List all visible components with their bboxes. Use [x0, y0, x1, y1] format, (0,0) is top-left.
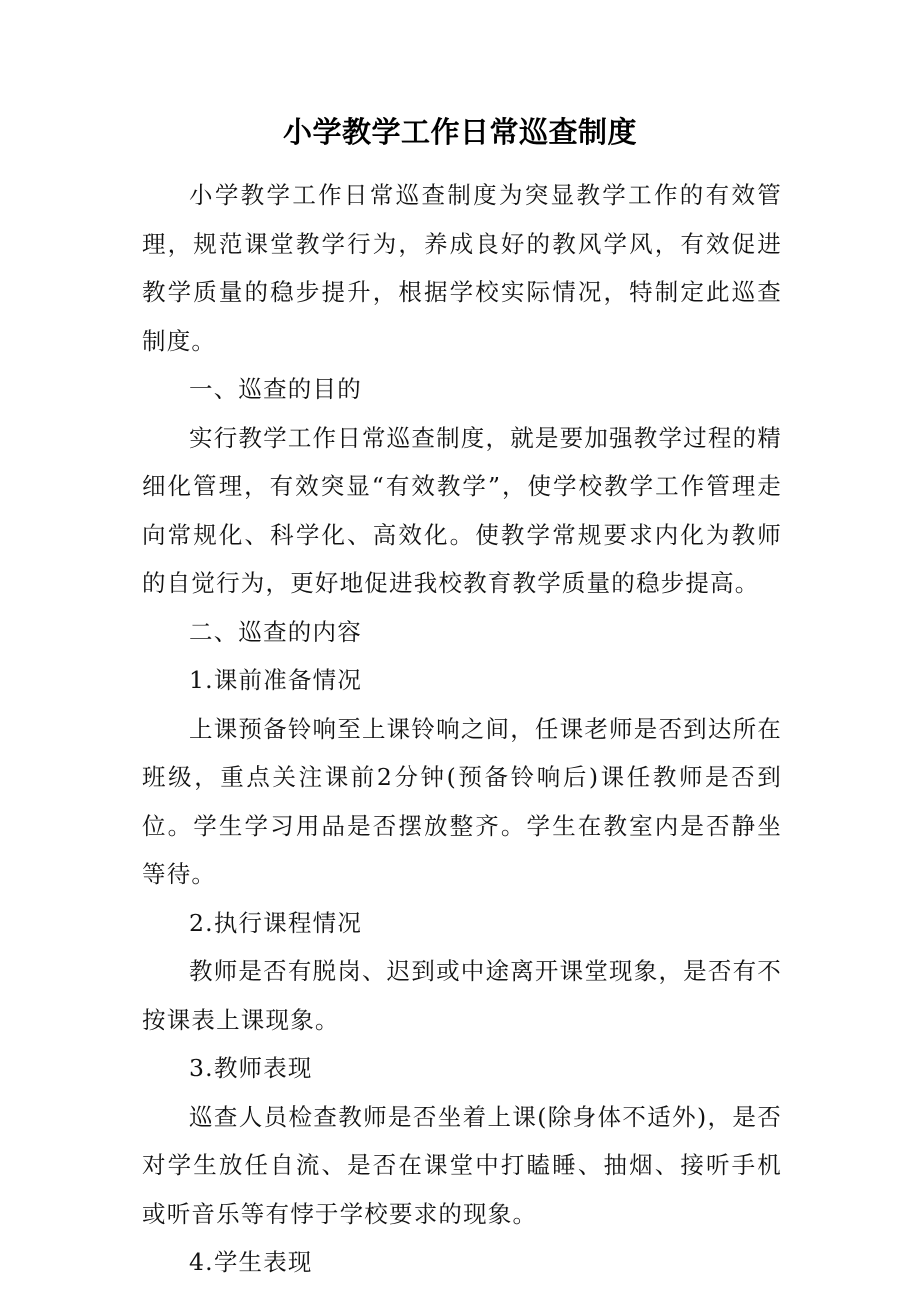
section-heading-content: 二、巡查的内容 — [189, 617, 362, 646]
curriculum-paragraph: 教师是否有脱岗、迟到或中途离开课堂现象，是否有不按课表上课现象。 — [142, 957, 782, 1034]
subheading-teacher: 3.教师表现 — [189, 1054, 313, 1082]
section-heading-purpose: 一、巡查的目的 — [189, 375, 362, 403]
subheading-preparation: 1.课前准备情况 — [189, 666, 363, 694]
teacher-paragraph: 巡查人员检查教师是否坐着上课(除身体不适外)，是否对学生放任自流、是否在课堂中打瞌睡、抽烟、接听手机或听音乐等有悖于学校要求的现象。 — [142, 1102, 782, 1228]
subheading-curriculum: 2.执行课程情况 — [189, 908, 363, 937]
document-title: 小学教学工作日常巡查制度 — [282, 115, 637, 149]
preparation-paragraph: 上课预备铃响至上课铃响之间，任课老师是否到达所在班级，重点关注课前2分钟(预备铃响后)课任教师是否到位。学生学习用品是否摆放整齐。学生在教室内是否静坐等待。 — [142, 714, 782, 888]
purpose-paragraph: 实行教学工作日常巡查制度，就是要加强教学过程的精细化管理，有效突显“有效教学”，使学校教学工作管理走向常规化、科学化、高效化。使教学常规要求内化为教师的自觉行为，更好地促进我校教育教学质量的稳步提高。 — [142, 423, 782, 597]
subheading-student: 4.学生表现 — [189, 1248, 313, 1276]
document-body — [142, 171, 782, 1287]
intro-paragraph: 小学教学工作日常巡查制度为突显教学工作的有效管理，规范课堂教学行为，养成良好的教风学风，有效促进教学质量的稳步提升，根据学校实际情况，特制定此巡查制度。 — [142, 181, 782, 355]
